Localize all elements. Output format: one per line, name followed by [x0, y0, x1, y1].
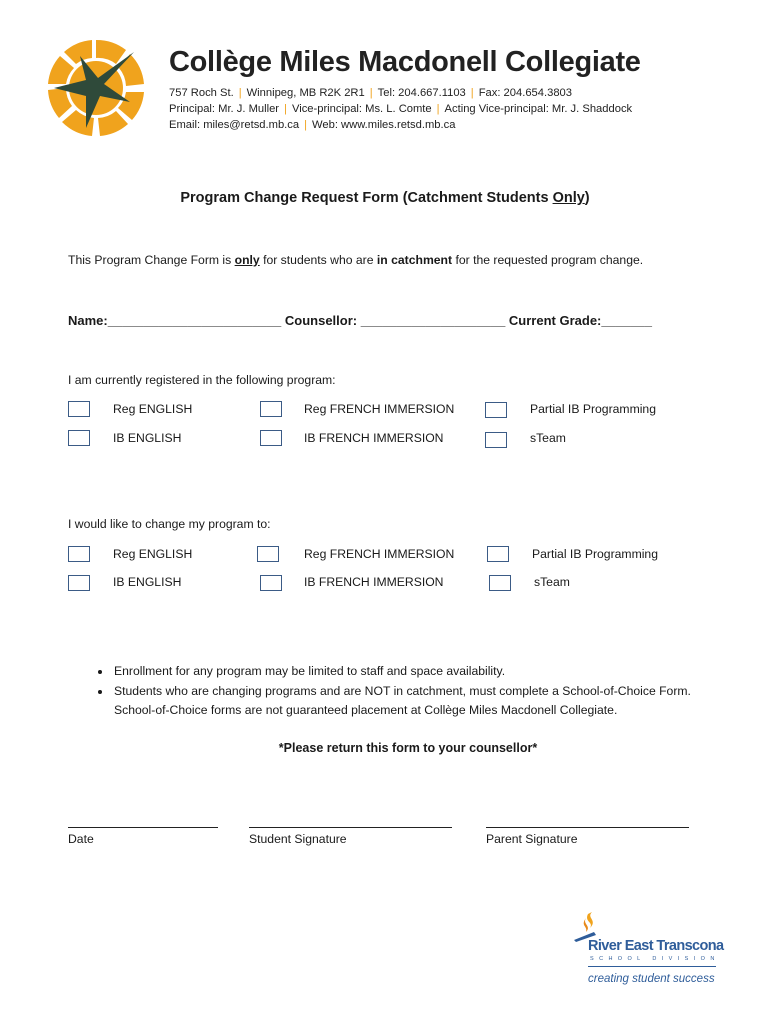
option-label: Reg ENGLISH — [113, 402, 193, 416]
student-info-fields[interactable] — [68, 313, 652, 328]
option-label: Reg FRENCH IMMERSION — [304, 547, 455, 561]
parent-signature-label: Parent Signature — [486, 832, 578, 846]
tagline: creating student success — [588, 973, 715, 985]
student-signature-line[interactable] — [249, 827, 452, 828]
notes-list — [92, 662, 712, 721]
date-signature-line[interactable] — [68, 827, 218, 828]
city: Winnipeg, MB R2K 2R1 — [246, 87, 365, 99]
option-label: sTeam — [534, 575, 570, 589]
current-reg-english-checkbox[interactable] — [68, 401, 90, 417]
option-label: IB FRENCH IMMERSION — [304, 575, 444, 589]
change-reg-french-immersion-checkbox[interactable] — [257, 546, 279, 562]
note-item: • Students who are changing programs and are NOT in catchment, must complete a School-of-Choice Form. School-of-Choice forms are not guaranteed placement at Collège Miles Macdonell Collegiate. — [112, 682, 712, 721]
option-label: IB ENGLISH — [113, 431, 182, 445]
intro-text: This Program Change Form is only for students who are in catchment for the requested program change. — [68, 253, 644, 267]
parent-signature-line[interactable] — [486, 827, 689, 828]
option-label: sTeam — [530, 431, 566, 445]
current-ib-french-immersion-checkbox[interactable] — [260, 430, 282, 446]
change-ib-french-immersion-checkbox[interactable] — [260, 575, 282, 591]
school-logo-icon — [46, 38, 146, 138]
counsellor-field[interactable]: Counsellor: ____________________ — [284, 313, 509, 328]
student-signature-label: Student Signature — [249, 832, 347, 846]
division-subtitle: SCHOOL DIVISION — [590, 956, 720, 962]
option-label: Partial IB Programming — [530, 402, 656, 416]
current-partial-ib-checkbox[interactable] — [485, 402, 507, 418]
website: Web: www.miles.retsd.mb.ca — [312, 119, 456, 131]
option-label: IB ENGLISH — [113, 575, 182, 589]
contact-line: Email: miles@retsd.mb.ca | Web: www.miles.retsd.mb.ca — [169, 119, 456, 131]
email: Email: miles@retsd.mb.ca — [169, 119, 300, 131]
change-ib-english-checkbox[interactable] — [68, 575, 90, 591]
principal: Principal: Mr. J. Muller — [169, 103, 280, 115]
division-name: River East Transcona — [588, 938, 724, 954]
option-label: Reg FRENCH IMMERSION — [304, 402, 455, 416]
fax: Fax: 204.654.3803 — [478, 87, 572, 99]
change-steam-checkbox[interactable] — [489, 575, 511, 591]
form-title: Program Change Request Form (Catchment Students Only) — [180, 190, 590, 206]
vice-principal: Vice-principal: Ms. L. Comte — [291, 103, 432, 115]
river-east-transcona-logo — [570, 910, 724, 992]
option-label: IB FRENCH IMMERSION — [304, 431, 444, 445]
change-partial-ib-checkbox[interactable] — [487, 546, 509, 562]
current-ib-english-checkbox[interactable] — [68, 430, 90, 446]
address: 757 Roch St. — [169, 87, 234, 99]
acting-vice-principal: Acting Vice-principal: Mr. J. Shaddock — [444, 103, 633, 115]
change-program-heading: I would like to change my program to: — [68, 517, 271, 531]
divider — [588, 966, 716, 967]
address-line: 757 Roch St. | Winnipeg, MB R2K 2R1 | Tel: 204.667.1103 | Fax: 204.654.3803 — [169, 87, 572, 99]
grade-field[interactable]: Current Grade:_______ — [508, 313, 652, 328]
change-reg-english-checkbox[interactable] — [68, 546, 90, 562]
staff-line: Principal: Mr. J. Muller | Vice-principal: Ms. L. Comte | Acting Vice-principal: Mr. J. Shaddock — [169, 103, 633, 115]
current-steam-checkbox[interactable] — [485, 432, 507, 448]
name-field[interactable]: Name:________________________ — [68, 313, 285, 328]
return-instruction: *Please return this form to your counsellor* — [278, 741, 538, 755]
telephone: Tel: 204.667.1103 — [377, 87, 466, 99]
option-label: Reg ENGLISH — [113, 547, 193, 561]
current-program-heading: I am currently registered in the following program: — [68, 373, 336, 387]
current-reg-french-immersion-checkbox[interactable] — [260, 401, 282, 417]
school-name: Collège Miles Macdonell Collegiate — [169, 46, 641, 78]
option-label: Partial IB Programming — [532, 547, 658, 561]
note-item: • Enrollment for any program may be limited to staff and space availability. — [112, 662, 712, 682]
date-label: Date — [68, 832, 94, 846]
